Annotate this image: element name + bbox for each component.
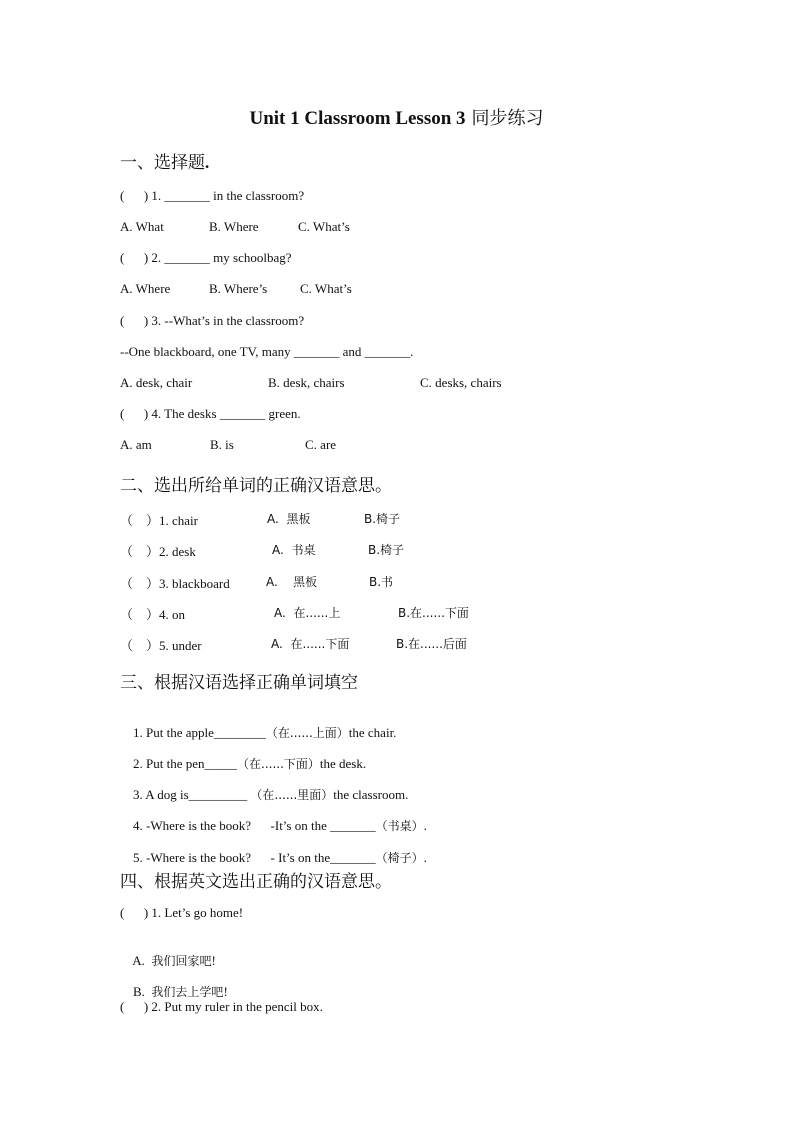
section-2-heading: 二、选出所给单词的正确汉语意思。 [120, 476, 392, 496]
q1-option-c: C. What’s [298, 219, 350, 234]
section-3-heading: 三、根据汉语选择正确单词填空 [120, 673, 358, 693]
s3-item-4: 4. -Where is the book? -It’s on the _______（书桌）. [133, 818, 427, 833]
q3-option-a: A. desk, chair [120, 375, 193, 390]
s3-item-5: 5. -Where is the book? - It’s on the_______（椅子）. [133, 850, 427, 865]
q4-option-b: B. is [210, 437, 234, 452]
q3-option-b: B. desk, chairs [268, 375, 345, 390]
s2-item-2-option-b: B.椅子 [368, 543, 405, 557]
q2-option-c: C. What’s [300, 281, 352, 296]
q1-option-a: A. What [120, 219, 164, 234]
s2-item-2-stem: （ ）2. desk [120, 544, 196, 559]
question-2-stem: ( ) 2. _______ my schoolbag? [120, 250, 292, 265]
s3-item-3: 3. A dog is_________ （在......里面）the classroom. [133, 787, 409, 802]
s2-item-1-option-b: B.椅子 [364, 512, 401, 526]
s2-item-4-option-a: A. 在......上 [274, 606, 341, 620]
title-chinese: 同步练习 [471, 108, 544, 129]
s2-item-4-stem: （ ）4. on [120, 607, 186, 622]
q3-option-c: C. desks, chairs [420, 375, 502, 390]
s2-item-3-option-a: A. 黑板 [266, 575, 318, 589]
s2-item-5-option-b: B.在......后面 [396, 637, 467, 651]
s2-item-3-stem: （ ）3. blackboard [120, 576, 230, 591]
s2-item-4-option-b: B.在......下面 [398, 606, 469, 620]
section-4-heading: 四、根据英文选出正确的汉语意思。 [120, 872, 392, 892]
q2-option-b: B. Where’s [209, 281, 268, 296]
s4-question-2-stem: ( ) 2. Put my ruler in the pencil box. [120, 999, 323, 1014]
question-3-stem-line2: --One blackboard, one TV, many _______ and _______. [120, 344, 414, 359]
s2-item-1-stem: （ ）1. chair [120, 513, 198, 528]
s4-question-1-stem: ( ) 1. Let’s go home! [120, 905, 244, 920]
s2-item-2-option-a: A. 书桌 [272, 543, 316, 557]
title-english: Unit 1 Classroom Lesson 3 [249, 108, 466, 129]
s3-item-1: 1. Put the apple________（在......上面）the chair. [133, 725, 397, 740]
q4-option-c: C. are [305, 437, 337, 452]
s4-q1-option-a: A. 我们回家吧! [132, 953, 216, 968]
q2-option-a: A. Where [120, 281, 171, 296]
s2-item-3-option-b: B.书 [369, 575, 394, 589]
s4-q1-option-b: B. 我们去上学吧! [133, 984, 228, 999]
question-4-stem: ( ) 4. The desks _______ green. [120, 406, 301, 421]
question-3-stem: ( ) 3. --What’s in the classroom? [120, 313, 305, 328]
s2-item-1-option-a: A. 黑板 [267, 512, 311, 526]
question-1-stem: ( ) 1. _______ in the classroom? [120, 188, 305, 203]
q4-option-a: A. am [120, 437, 152, 452]
section-1-heading: 一、选择题. [120, 153, 210, 173]
s3-item-2: 2. Put the pen_____（在......下面）the desk. [133, 756, 367, 771]
s2-item-5-stem: （ ）5. under [120, 638, 202, 653]
page-title [0, 104, 793, 130]
s2-item-5-option-a: A. 在......下面 [271, 637, 350, 651]
q1-option-b: B. Where [209, 219, 259, 234]
